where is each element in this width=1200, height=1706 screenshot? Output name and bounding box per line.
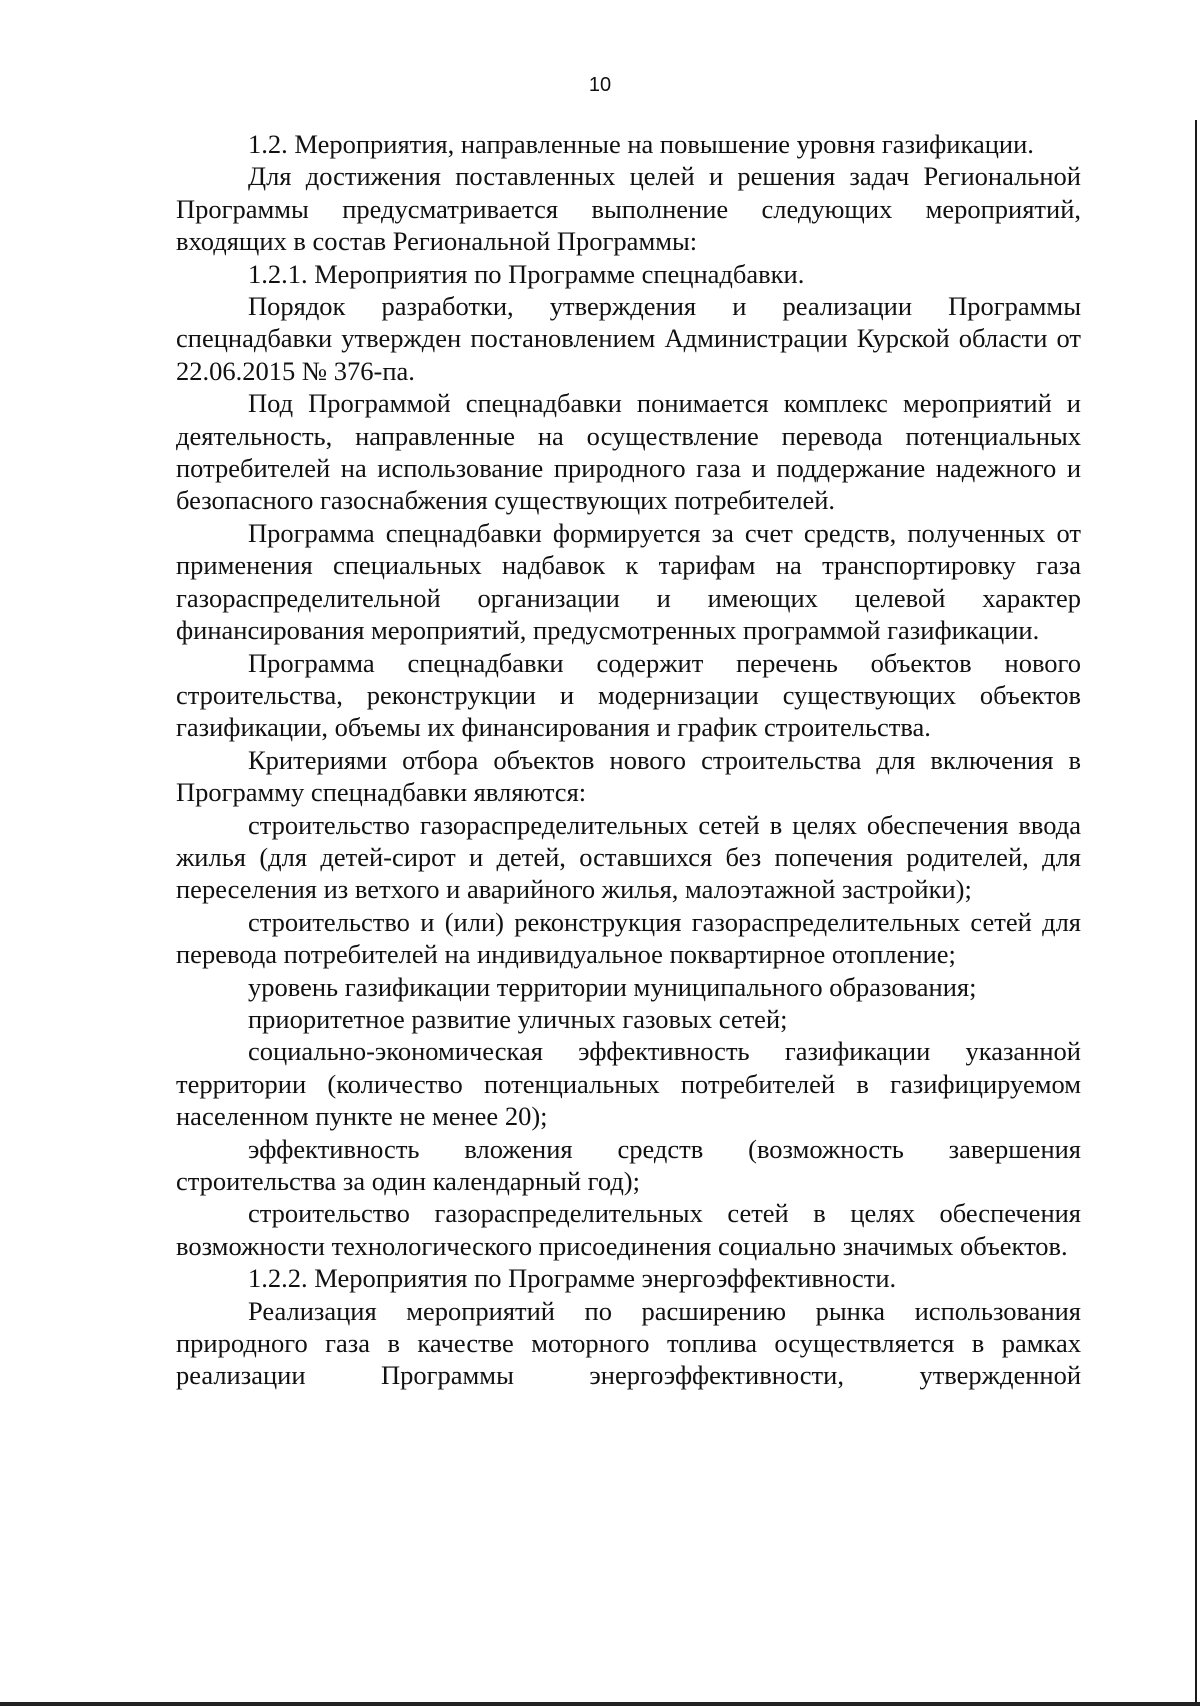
document-body — [176, 128, 1081, 1392]
paragraph-procedure: Порядок разработки, утверждения и реализации Программы спецнадбавки утвержден постановлением Администрации Курской области от 22.06.2015 № 376-па. — [176, 291, 1081, 386]
scan-border-bottom — [0, 1702, 1200, 1706]
scan-border-right — [1195, 120, 1197, 1706]
criterion-investment-efficiency: эффективность вложения средств (возможность завершения строительства за один календарный год); — [176, 1133, 1081, 1196]
criterion-housing: строительство газораспределительных сетей в целях обеспечения ввода жилья (для детей-сирот и детей, оставшихся без попечения родителей, для переселения из ветхого и аварийного жилья, малоэтажной застройки); — [176, 809, 1081, 905]
paragraph-intro: Для достижения поставленных целей и решения задач Региональной Программы предусматривается выполнение следующих мероприятий, входящих в состав Региональной Программы: — [176, 161, 1081, 257]
criterion-individual-heating: строительство и (или) реконструкция газораспределительных сетей для перевода потребителей на индивидуальное поквартирное отопление; — [176, 906, 1081, 970]
paragraph-funding: Программа спецнадбавки формируется за счет средств, полученных от применения специальных надбавок к тарифам на транспортировку газа газораспределительной организации и имеющих целевой характер финансирования мероприятий, предусмотренных программой газификации. — [176, 517, 1081, 646]
paragraph-definition: Под Программой спецнадбавки понимается комплекс мероприятий и деятельность, направленные на осуществление перевода потенциальных потребителей на использование природного газа и поддержание надежного и безопасного газоснабжения существующих потребителей. — [176, 388, 1081, 516]
paragraph-contents: Программа спецнадбавки содержит перечень объектов нового строительства, реконструкции и модернизации существующих объектов газификации, объемы их финансирования и график строительства. — [176, 647, 1081, 743]
subsection-heading-1-2-2: 1.2.2. Мероприятия по Программе энергоэффективности. — [248, 1263, 897, 1294]
criterion-socioeconomic: социально-экономическая эффективность газификации указанной территории (количество потенциальных потребителей в газифицируемом населенном пункте не менее 20); — [176, 1036, 1081, 1132]
section-heading-1-2: 1.2. Мероприятия, направленные на повышение уровня газификации. — [248, 129, 1034, 159]
subsection-heading-1-2-1: 1.2.1. Мероприятия по Программе спецнадбавки. — [248, 258, 805, 289]
criterion-street-networks: приоритетное развитие уличных газовых сетей; — [248, 1003, 788, 1034]
criterion-social-objects: строительство газораспределительных сетей в целях обеспечения возможности технологического присоединения социально значимых объектов. — [176, 1198, 1081, 1261]
criterion-gasification-level: уровень газификации территории муниципального образования; — [248, 971, 977, 1002]
paragraph-motor-fuel: Реализация мероприятий по расширению рынка использования природного газа в качестве моторного топлива осуществляется в рамках реализации Программы энергоэффективности, утвержденной — [176, 1295, 1081, 1391]
paragraph-criteria-intro: Критериями отбора объектов нового строительства для включения в Программу спецнадбавки являются: — [176, 744, 1081, 808]
page-number: 10 — [588, 74, 612, 96]
